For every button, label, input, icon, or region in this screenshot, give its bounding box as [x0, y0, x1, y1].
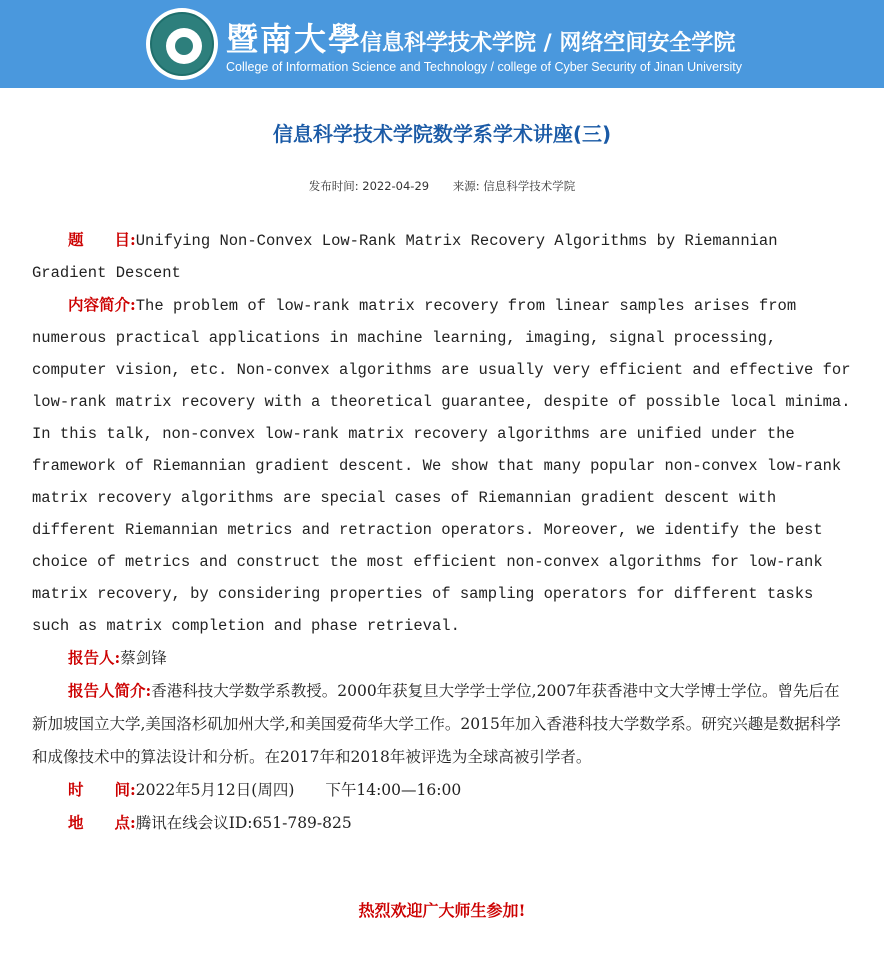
abstract-label: 内容简介:	[68, 295, 136, 314]
time-paragraph	[32, 774, 852, 807]
abstract-text: The problem of low-rank matrix recovery from linear samples arises from numerous practical applications in machine learning, imaging, signal processing, computer vision, etc. Non-convex algorithms are usually very efficient and effective for low-rank matrix recovery with a theoretical guarantee, despite of possible local minima. In this talk, non-convex low-rank matrix recovery algorithms are unified under the framework of Riemannian gradient descent. We show that many popular non-convex low-rank matrix recovery algorithms are special cases of Riemannian gradient descent with different Riemannian metrics and retraction operators. Moreover, we identify the best choice of metrics and construct the most efficient non-convex algorithms for low-rank matrix recovery, by considering properties of sampling operators for different tasks such as matrix completion and phase retrieval.	[32, 297, 851, 635]
college-name-en: College of Information Science and Technology / college of Cyber Security of Jinan University	[226, 60, 743, 74]
university-name[interactable]: 暨南大學	[226, 20, 363, 58]
bio-paragraph	[32, 675, 852, 774]
publish-date: 2022-04-29	[362, 179, 430, 193]
site-header	[0, 0, 884, 88]
source-value: 信息科学技术学院	[483, 179, 576, 193]
source-label: 来源:	[452, 179, 480, 193]
topic-text: Unifying Non-Convex Low-Rank Matrix Recovery Algorithms by Riemannian Gradient Descent	[32, 232, 778, 282]
topic-paragraph	[32, 224, 852, 289]
source-info	[453, 179, 576, 193]
logo-core	[175, 37, 193, 55]
welcome-message: 热烈欢迎广大师生参加!	[358, 901, 526, 920]
time-text: 2022年5月12日(周四) 下午14:00—16:00	[135, 781, 462, 799]
speaker-name: 蔡剑锋	[120, 649, 167, 667]
time-label: 时 间:	[68, 780, 136, 799]
abstract-paragraph	[32, 289, 852, 642]
publish-label: 发布时间:	[308, 179, 359, 193]
speaker-label: 报告人:	[68, 648, 121, 667]
topic-label: 题 目:	[68, 230, 136, 249]
place-paragraph	[32, 807, 852, 840]
logo-ring	[150, 12, 214, 76]
article-meta	[0, 178, 884, 194]
place-label: 地 点:	[68, 813, 136, 832]
bio-label: 报告人简介:	[68, 681, 152, 700]
bio-text: 香港科技大学数学系教授。2000年获复旦大学学士学位,2007年获香港中文大学博士学位。曾先后在新加坡国立大学,美国洛杉矶加州大学,和美国爱荷华大学工作。2015年加入香港科技大学数学系。研究兴趣是数据科学和成像技术中的算法设计和分析。在2017年和2018年被评选为全球高被引学者。	[32, 682, 841, 766]
article-content	[32, 224, 852, 840]
publish-info	[309, 179, 429, 193]
logo-inner	[166, 28, 202, 64]
article-title: 信息科学技术学院数学系学术讲座(三)	[272, 122, 612, 146]
speaker-paragraph	[32, 642, 852, 675]
college-name-cn: 信息科学技术学院 / 网络空间安全学院	[360, 31, 736, 56]
university-logo-icon[interactable]	[146, 8, 218, 80]
place-text: 腾讯在线会议ID:651-789-825	[135, 814, 352, 832]
